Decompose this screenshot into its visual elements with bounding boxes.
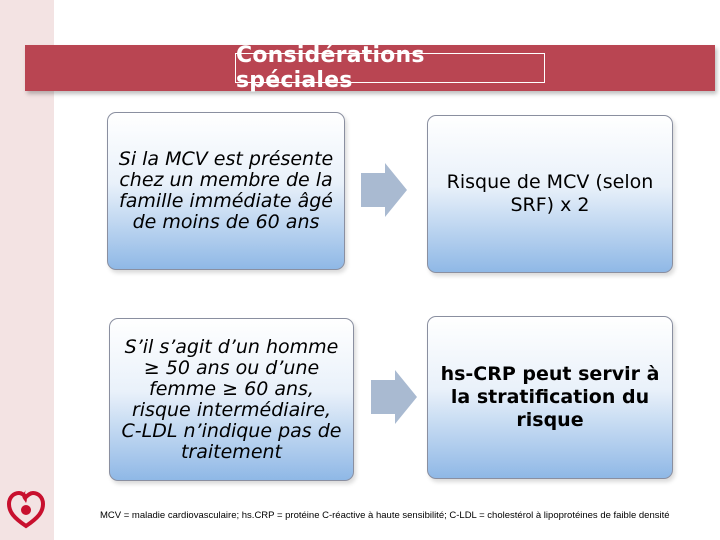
condition-box-2 bbox=[109, 318, 354, 481]
abbreviations-footnote: MCV = maladie cardiovasculaire; hs.CRP = protéine C-réactive à haute sensibilité; C-LDL = cholestérol à lipoprotéines de faible densité bbox=[100, 510, 670, 521]
title-banner bbox=[25, 45, 715, 91]
result-text-2: hs-CRP peut servir à la stratification du risque bbox=[440, 363, 660, 431]
condition-box-1 bbox=[107, 112, 345, 270]
result-text-1: Risque de MCV (selon SRF) x 2 bbox=[446, 171, 654, 216]
arrow-right-icon bbox=[361, 163, 407, 217]
arrow-right-icon bbox=[371, 370, 417, 424]
condition-text-1: Si la MCV est présente chez un membre de la famille immédiate âgé de moins de 60 ans bbox=[118, 148, 334, 233]
heart-and-stroke-logo-icon bbox=[6, 486, 46, 530]
result-box-1 bbox=[427, 115, 673, 273]
condition-text-2: S’il s’agit d’un homme ≥ 50 ans ou d’une femme ≥ 60 ans, risque intermédiaire, C-LDL n’indique pas de traitement bbox=[121, 335, 342, 463]
result-box-2 bbox=[427, 316, 673, 479]
slide-title: Considérations spéciales bbox=[236, 43, 425, 93]
title-frame bbox=[235, 43, 545, 93]
